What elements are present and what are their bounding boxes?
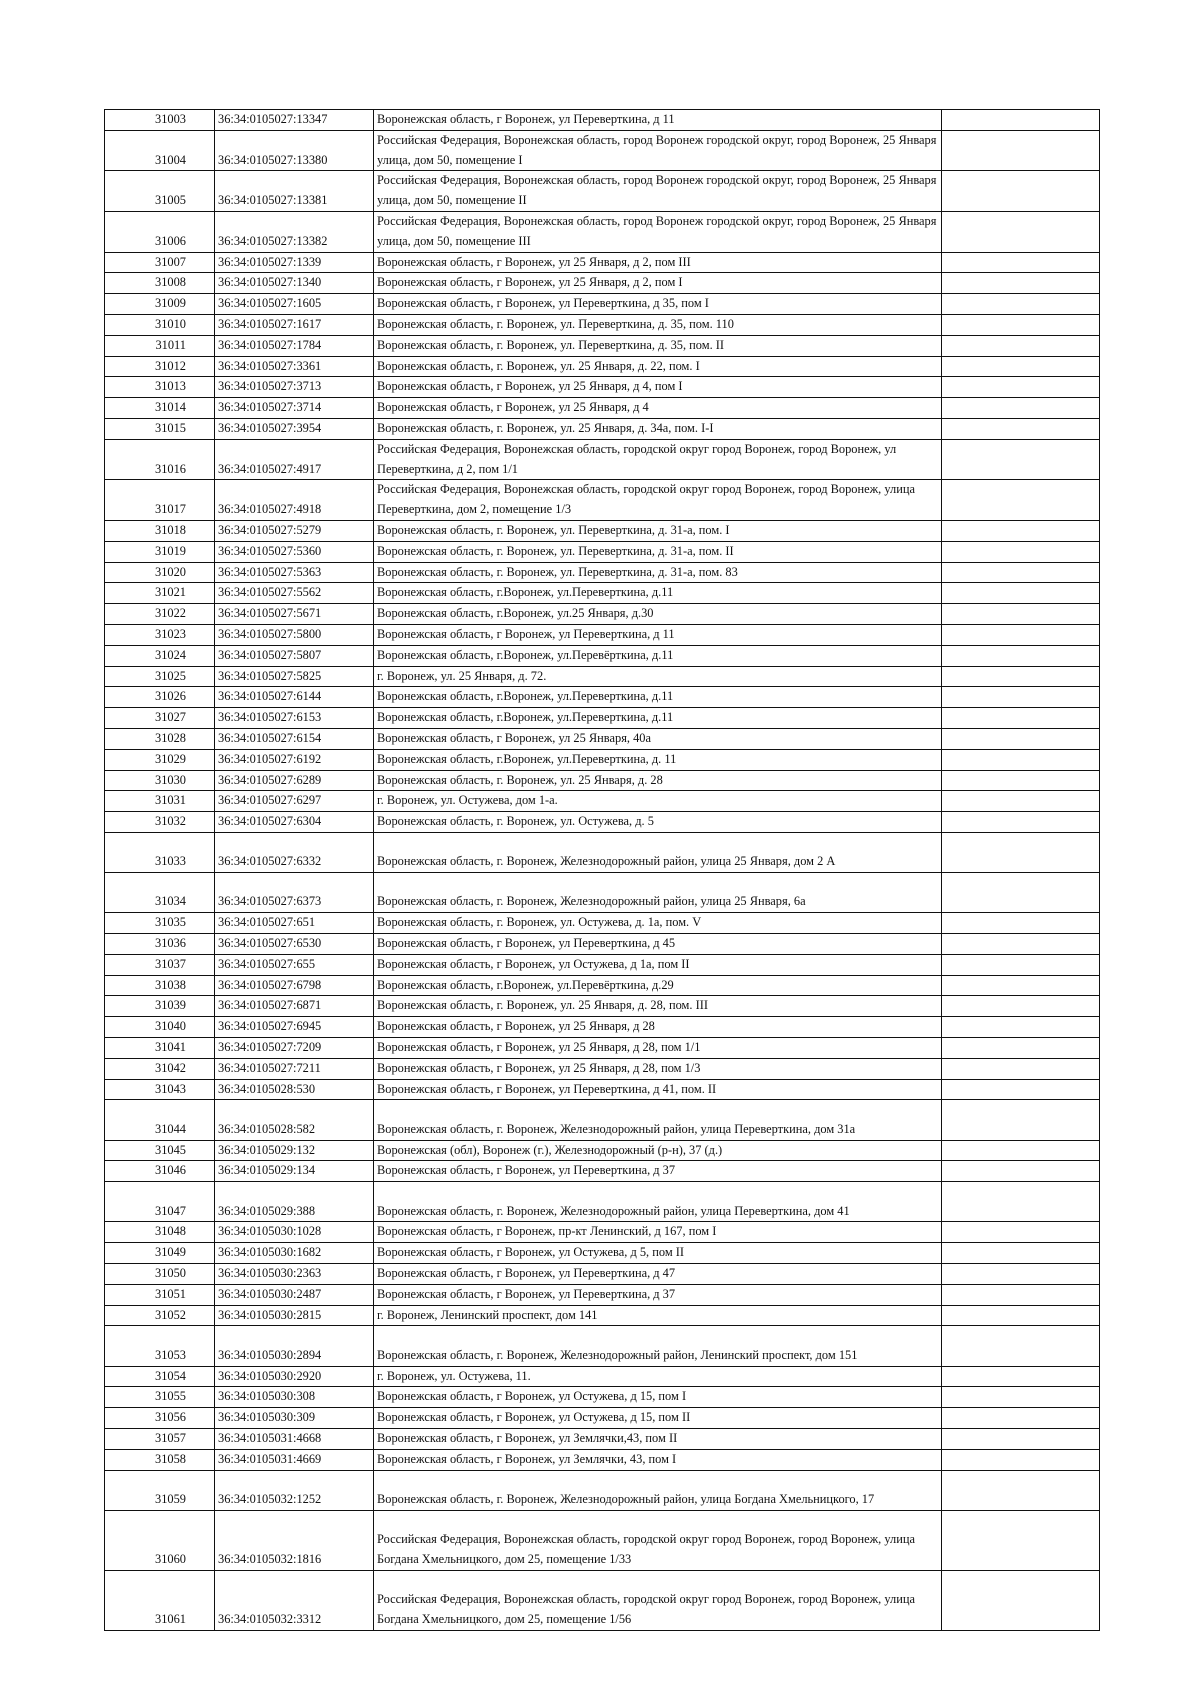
empty-cell <box>942 252 1100 273</box>
cadastral-number: 36:34:0105027:5363 <box>215 562 374 583</box>
table-row <box>105 954 1100 975</box>
table-row <box>105 1470 1100 1510</box>
empty-cell <box>942 624 1100 645</box>
address-cell: Воронежская область, г. Воронеж, ул. Переверткина, д. 35, пом. II <box>374 335 942 356</box>
cadastral-number: 36:34:0105027:6153 <box>215 708 374 729</box>
table-body <box>105 110 1100 1631</box>
cadastral-number: 36:34:0105027:3713 <box>215 377 374 398</box>
empty-cell <box>942 562 1100 583</box>
address-cell: г. Воронеж, Ленинский проспект, дом 141 <box>374 1305 942 1326</box>
address-cell: г. Воронеж, ул. Остужева, 11. <box>374 1366 942 1387</box>
table-row <box>105 1284 1100 1305</box>
cadastral-number: 36:34:0105027:5279 <box>215 520 374 541</box>
table-row <box>105 975 1100 996</box>
cadastral-number: 36:34:0105032:1816 <box>215 1510 374 1570</box>
address-cell: Воронежская область, г Воронеж, ул Переверткина, д 37 <box>374 1161 942 1182</box>
row-number: 31057 <box>105 1428 215 1449</box>
table-row <box>105 791 1100 812</box>
table-row <box>105 583 1100 604</box>
address-cell: Воронежская область, г. Воронеж, ул. Переверткина, д. 31-а, пом. 83 <box>374 562 942 583</box>
empty-cell <box>942 1100 1100 1140</box>
row-number: 31053 <box>105 1326 215 1366</box>
address-cell: Воронежская область, г Воронеж, ул Переверткина, д 47 <box>374 1264 942 1285</box>
table-row <box>105 1366 1100 1387</box>
table-row <box>105 934 1100 955</box>
address-cell: Воронежская область, г. Воронеж, Железнодорожный район, улица 25 Января, дом 2 А <box>374 832 942 872</box>
cadastral-number: 36:34:0105027:655 <box>215 954 374 975</box>
address-cell: Воронежская область, г. Воронеж, ул. Переверткина, д. 31-а, пом. I <box>374 520 942 541</box>
cadastral-number: 36:34:0105030:2920 <box>215 1366 374 1387</box>
empty-cell <box>942 1058 1100 1079</box>
table-row <box>105 1264 1100 1285</box>
table-row <box>105 1326 1100 1366</box>
row-number: 31043 <box>105 1079 215 1100</box>
row-number: 31046 <box>105 1161 215 1182</box>
row-number: 31037 <box>105 954 215 975</box>
row-number: 31049 <box>105 1243 215 1264</box>
cadastral-number: 36:34:0105027:651 <box>215 913 374 934</box>
empty-cell <box>942 913 1100 934</box>
row-number: 31012 <box>105 356 215 377</box>
row-number: 31058 <box>105 1449 215 1470</box>
row-number: 31006 <box>105 211 215 252</box>
empty-cell <box>942 294 1100 315</box>
empty-cell <box>942 1243 1100 1264</box>
address-cell: Воронежская область, г Воронеж, ул Переверткина, д 45 <box>374 934 942 955</box>
address-cell: Воронежская область, г Воронеж, ул Переверткина, д 11 <box>374 624 942 645</box>
row-number: 31018 <box>105 520 215 541</box>
address-cell: Воронежская область, г Воронеж, ул Остужева, д 15, пом I <box>374 1387 942 1408</box>
table-row <box>105 377 1100 398</box>
empty-cell <box>942 975 1100 996</box>
row-number: 31010 <box>105 314 215 335</box>
address-cell: Воронежская область, г. Воронеж, ул. Переверткина, д. 31-а, пом. II <box>374 541 942 562</box>
address-cell: Воронежская область, г Воронеж, ул 25 Января, д 2, пом I <box>374 273 942 294</box>
cadastral-number: 36:34:0105027:1339 <box>215 252 374 273</box>
address-cell: Воронежская область, г.Воронеж, ул.25 Января, д.30 <box>374 604 942 625</box>
table-row <box>105 832 1100 872</box>
cadastral-number: 36:34:0105027:5825 <box>215 666 374 687</box>
cadastral-number: 36:34:0105030:2815 <box>215 1305 374 1326</box>
table-row <box>105 520 1100 541</box>
address-cell: Воронежская область, г.Воронеж, ул.Перевёрткина, д.29 <box>374 975 942 996</box>
empty-cell <box>942 812 1100 833</box>
address-cell: Российская Федерация, Воронежская область, город Воронеж городской округ, город Воронеж, 25 Января улица, дом 50, помещение II <box>374 171 942 212</box>
cadastral-number: 36:34:0105027:6530 <box>215 934 374 955</box>
cadastral-number: 36:34:0105027:6289 <box>215 770 374 791</box>
empty-cell <box>942 1161 1100 1182</box>
cadastral-number: 36:34:0105027:6154 <box>215 728 374 749</box>
table-row <box>105 873 1100 913</box>
table-row <box>105 110 1100 131</box>
cadastral-number: 36:34:0105027:6332 <box>215 832 374 872</box>
address-cell: Воронежская область, г. Воронеж, ул. 25 Января, д. 22, пом. I <box>374 356 942 377</box>
row-number: 31030 <box>105 770 215 791</box>
table-row <box>105 1510 1100 1570</box>
address-cell: Воронежская область, г Воронеж, ул Остужева, д 15, пом II <box>374 1408 942 1429</box>
cadastral-number: 36:34:0105027:3714 <box>215 398 374 419</box>
empty-cell <box>942 418 1100 439</box>
address-cell: Воронежская область, г Воронеж, ул Переверткина, д 11 <box>374 110 942 131</box>
empty-cell <box>942 645 1100 666</box>
address-cell: Воронежская область, г Воронеж, ул Землячки, 43, пом I <box>374 1449 942 1470</box>
cadastral-number: 36:34:0105027:3954 <box>215 418 374 439</box>
address-cell: Воронежская область, г. Воронеж, Железнодорожный район, улица Переверткина, дом 31а <box>374 1100 942 1140</box>
address-cell: Воронежская область, г.Воронеж, ул.Переверткина, д.11 <box>374 583 942 604</box>
empty-cell <box>942 520 1100 541</box>
row-number: 31047 <box>105 1182 215 1222</box>
row-number: 31035 <box>105 913 215 934</box>
cadastral-number: 36:34:0105027:5562 <box>215 583 374 604</box>
row-number: 31020 <box>105 562 215 583</box>
address-cell: Воронежская область, г. Воронеж, ул. Переверткина, д. 35, пом. 110 <box>374 314 942 335</box>
row-number: 31019 <box>105 541 215 562</box>
empty-cell <box>942 1428 1100 1449</box>
row-number: 31013 <box>105 377 215 398</box>
address-cell: Воронежская область, г. Воронеж, ул. Остужева, д. 1а, пом. V <box>374 913 942 934</box>
table-row <box>105 314 1100 335</box>
address-cell: Воронежская область, г Воронеж, ул 25 Января, д 2, пом III <box>374 252 942 273</box>
row-number: 31055 <box>105 1387 215 1408</box>
address-cell: Воронежская область, г Воронеж, ул 25 Января, д 28 <box>374 1017 942 1038</box>
cadastral-number: 36:34:0105027:1340 <box>215 273 374 294</box>
table-row <box>105 1305 1100 1326</box>
cadastral-number: 36:34:0105030:308 <box>215 1387 374 1408</box>
row-number: 31036 <box>105 934 215 955</box>
row-number: 31007 <box>105 252 215 273</box>
empty-cell <box>942 687 1100 708</box>
cadastral-number: 36:34:0105027:5360 <box>215 541 374 562</box>
row-number: 31024 <box>105 645 215 666</box>
table-row <box>105 294 1100 315</box>
cadastral-number: 36:34:0105027:6373 <box>215 873 374 913</box>
table-row <box>105 335 1100 356</box>
empty-cell <box>942 1017 1100 1038</box>
cadastral-number: 36:34:0105030:309 <box>215 1408 374 1429</box>
empty-cell <box>942 583 1100 604</box>
empty-cell <box>942 273 1100 294</box>
row-number: 31009 <box>105 294 215 315</box>
address-cell: г. Воронеж, ул. 25 Января, д. 72. <box>374 666 942 687</box>
cadastral-table <box>104 109 1100 1631</box>
table-row <box>105 1038 1100 1059</box>
cadastral-number: 36:34:0105027:7209 <box>215 1038 374 1059</box>
table-row <box>105 1161 1100 1182</box>
cadastral-number: 36:34:0105027:6871 <box>215 996 374 1017</box>
row-number: 31008 <box>105 273 215 294</box>
cadastral-number: 36:34:0105028:582 <box>215 1100 374 1140</box>
empty-cell <box>942 1387 1100 1408</box>
cadastral-number: 36:34:0105027:6192 <box>215 749 374 770</box>
address-cell: Воронежская область, г.Воронеж, ул.Переверткина, д.11 <box>374 687 942 708</box>
empty-cell <box>942 1182 1100 1222</box>
table-row <box>105 645 1100 666</box>
table-row <box>105 604 1100 625</box>
address-cell: Воронежская область, г.Воронеж, ул.Переверткина, д.11 <box>374 708 942 729</box>
cadastral-number: 36:34:0105029:132 <box>215 1140 374 1161</box>
row-number: 31027 <box>105 708 215 729</box>
table-row <box>105 624 1100 645</box>
row-number: 31051 <box>105 1284 215 1305</box>
cadastral-number: 36:34:0105027:13347 <box>215 110 374 131</box>
table-row <box>105 1058 1100 1079</box>
table-row <box>105 1100 1100 1140</box>
table-row <box>105 666 1100 687</box>
empty-cell <box>942 1570 1100 1630</box>
empty-cell <box>942 1408 1100 1429</box>
table-row <box>105 913 1100 934</box>
table-row <box>105 1387 1100 1408</box>
cadastral-number: 36:34:0105027:13382 <box>215 211 374 252</box>
empty-cell <box>942 749 1100 770</box>
address-cell: Воронежская область, г Воронеж, ул 25 Января, д 4, пом I <box>374 377 942 398</box>
empty-cell <box>942 314 1100 335</box>
row-number: 31031 <box>105 791 215 812</box>
cadastral-number: 36:34:0105029:134 <box>215 1161 374 1182</box>
empty-cell <box>942 1264 1100 1285</box>
table-row <box>105 273 1100 294</box>
row-number: 31054 <box>105 1366 215 1387</box>
empty-cell <box>942 1079 1100 1100</box>
row-number: 31029 <box>105 749 215 770</box>
address-cell: Российская Федерация, Воронежская область, городской округ город Воронеж, город Воронеж, улица Богдана Хмельницкого, дом 25, помещение 1/56 <box>374 1570 942 1630</box>
address-cell: Воронежская область, г Воронеж, пр-кт Ленинский, д 167, пом I <box>374 1222 942 1243</box>
address-cell: Воронежская область, г.Воронеж, ул.Перевёрткина, д.11 <box>374 645 942 666</box>
table-row <box>105 1140 1100 1161</box>
empty-cell <box>942 439 1100 480</box>
empty-cell <box>942 1305 1100 1326</box>
table-row <box>105 770 1100 791</box>
empty-cell <box>942 356 1100 377</box>
empty-cell <box>942 1222 1100 1243</box>
table-row <box>105 171 1100 212</box>
cadastral-number: 36:34:0105027:3361 <box>215 356 374 377</box>
cadastral-number: 36:34:0105027:6304 <box>215 812 374 833</box>
row-number: 31040 <box>105 1017 215 1038</box>
cadastral-number: 36:34:0105027:5807 <box>215 645 374 666</box>
address-cell: Воронежская область, г Воронеж, ул 25 Января, 40а <box>374 728 942 749</box>
row-number: 31056 <box>105 1408 215 1429</box>
row-number: 31032 <box>105 812 215 833</box>
table-row <box>105 1017 1100 1038</box>
cadastral-number: 36:34:0105030:2894 <box>215 1326 374 1366</box>
row-number: 31014 <box>105 398 215 419</box>
empty-cell <box>942 1038 1100 1059</box>
empty-cell <box>942 110 1100 131</box>
address-cell: Воронежская (обл), Воронеж (г.), Железнодорожный (р-н), 37 (д.) <box>374 1140 942 1161</box>
cadastral-number: 36:34:0105030:2487 <box>215 1284 374 1305</box>
row-number: 31044 <box>105 1100 215 1140</box>
row-number: 31026 <box>105 687 215 708</box>
empty-cell <box>942 996 1100 1017</box>
empty-cell <box>942 1449 1100 1470</box>
row-number: 31016 <box>105 439 215 480</box>
table-row <box>105 418 1100 439</box>
address-cell: Воронежская область, г. Воронеж, Железнодорожный район, Ленинский проспект, дом 151 <box>374 1326 942 1366</box>
row-number: 31045 <box>105 1140 215 1161</box>
table-row <box>105 439 1100 480</box>
empty-cell <box>942 1284 1100 1305</box>
table-row <box>105 687 1100 708</box>
empty-cell <box>942 708 1100 729</box>
address-cell: Воронежская область, г Воронеж, ул Переверткина, д 37 <box>374 1284 942 1305</box>
cadastral-number: 36:34:0105032:1252 <box>215 1470 374 1510</box>
row-number: 31003 <box>105 110 215 131</box>
cadastral-number: 36:34:0105031:4668 <box>215 1428 374 1449</box>
table-row <box>105 1428 1100 1449</box>
row-number: 31041 <box>105 1038 215 1059</box>
table-row <box>105 252 1100 273</box>
cadastral-number: 36:34:0105028:530 <box>215 1079 374 1100</box>
address-cell: Воронежская область, г Воронеж, ул Землячки,43, пом II <box>374 1428 942 1449</box>
row-number: 31061 <box>105 1570 215 1630</box>
empty-cell <box>942 873 1100 913</box>
empty-cell <box>942 1326 1100 1366</box>
table-row <box>105 728 1100 749</box>
cadastral-number: 36:34:0105027:1784 <box>215 335 374 356</box>
row-number: 31059 <box>105 1470 215 1510</box>
address-cell: г. Воронеж, ул. Остужева, дом 1-а. <box>374 791 942 812</box>
address-cell: Российская Федерация, Воронежская область, городской округ город Воронеж, город Воронеж, ул Переверткина, д 2, пом 1/1 <box>374 439 942 480</box>
empty-cell <box>942 728 1100 749</box>
cadastral-number: 36:34:0105027:6945 <box>215 1017 374 1038</box>
empty-cell <box>942 211 1100 252</box>
cadastral-number: 36:34:0105027:13381 <box>215 171 374 212</box>
empty-cell <box>942 791 1100 812</box>
cadastral-number: 36:34:0105027:7211 <box>215 1058 374 1079</box>
empty-cell <box>942 541 1100 562</box>
empty-cell <box>942 1470 1100 1510</box>
cadastral-number: 36:34:0105027:5671 <box>215 604 374 625</box>
row-number: 31033 <box>105 832 215 872</box>
address-cell: Воронежская область, г Воронеж, ул Остужева, д 5, пом II <box>374 1243 942 1264</box>
cadastral-number: 36:34:0105030:1682 <box>215 1243 374 1264</box>
row-number: 31028 <box>105 728 215 749</box>
row-number: 31004 <box>105 130 215 171</box>
row-number: 31050 <box>105 1264 215 1285</box>
address-cell: Воронежская область, г. Воронеж, Железнодорожный район, улица 25 Января, 6а <box>374 873 942 913</box>
cadastral-number: 36:34:0105027:13380 <box>215 130 374 171</box>
cadastral-number: 36:34:0105030:2363 <box>215 1264 374 1285</box>
empty-cell <box>942 1140 1100 1161</box>
cadastral-number: 36:34:0105027:1617 <box>215 314 374 335</box>
address-cell: Воронежская область, г. Воронеж, ул. 25 Января, д. 28, пом. III <box>374 996 942 1017</box>
row-number: 31060 <box>105 1510 215 1570</box>
table-row <box>105 749 1100 770</box>
table-row <box>105 812 1100 833</box>
row-number: 31022 <box>105 604 215 625</box>
cadastral-number: 36:34:0105027:4917 <box>215 439 374 480</box>
cadastral-number: 36:34:0105027:6798 <box>215 975 374 996</box>
empty-cell <box>942 832 1100 872</box>
address-cell: Воронежская область, г.Воронеж, ул.Переверткина, д. 11 <box>374 749 942 770</box>
table-row <box>105 211 1100 252</box>
address-cell: Воронежская область, г. Воронеж, ул. Остужева, д. 5 <box>374 812 942 833</box>
table-row <box>105 541 1100 562</box>
cadastral-number: 36:34:0105027:4918 <box>215 480 374 521</box>
empty-cell <box>942 377 1100 398</box>
cadastral-number: 36:34:0105032:3312 <box>215 1570 374 1630</box>
cadastral-number: 36:34:0105027:6297 <box>215 791 374 812</box>
empty-cell <box>942 480 1100 521</box>
address-cell: Российская Федерация, Воронежская область, город Воронеж городской округ, город Воронеж, 25 Января улица, дом 50, помещение I <box>374 130 942 171</box>
empty-cell <box>942 666 1100 687</box>
row-number: 31039 <box>105 996 215 1017</box>
table-row <box>105 996 1100 1017</box>
empty-cell <box>942 770 1100 791</box>
empty-cell <box>942 1510 1100 1570</box>
row-number: 31034 <box>105 873 215 913</box>
address-cell: Воронежская область, г Воронеж, ул 25 Января, д 28, пом 1/1 <box>374 1038 942 1059</box>
row-number: 31023 <box>105 624 215 645</box>
table-row <box>105 1222 1100 1243</box>
address-cell: Воронежская область, г. Воронеж, Железнодорожный район, улица Переверткина, дом 41 <box>374 1182 942 1222</box>
address-cell: Воронежская область, г Воронеж, ул Переверткина, д 41, пом. II <box>374 1079 942 1100</box>
address-cell: Воронежская область, г Воронеж, ул 25 Января, д 28, пом 1/3 <box>374 1058 942 1079</box>
table-row <box>105 1449 1100 1470</box>
row-number: 31011 <box>105 335 215 356</box>
table-row <box>105 1570 1100 1630</box>
address-cell: Воронежская область, г Воронеж, ул 25 Января, д 4 <box>374 398 942 419</box>
cadastral-number: 36:34:0105027:6144 <box>215 687 374 708</box>
empty-cell <box>942 1366 1100 1387</box>
row-number: 31025 <box>105 666 215 687</box>
address-cell: Воронежская область, г. Воронеж, ул. 25 Января, д. 34а, пом. I-I <box>374 418 942 439</box>
table-row <box>105 708 1100 729</box>
address-cell: Российская Федерация, Воронежская область, город Воронеж городской округ, город Воронеж, 25 Января улица, дом 50, помещение III <box>374 211 942 252</box>
table-row <box>105 398 1100 419</box>
cadastral-number: 36:34:0105029:388 <box>215 1182 374 1222</box>
table-row <box>105 130 1100 171</box>
empty-cell <box>942 335 1100 356</box>
row-number: 31042 <box>105 1058 215 1079</box>
empty-cell <box>942 398 1100 419</box>
table-row <box>105 1243 1100 1264</box>
address-cell: Воронежская область, г Воронеж, ул Переверткина, д 35, пом I <box>374 294 942 315</box>
empty-cell <box>942 934 1100 955</box>
row-number: 31005 <box>105 171 215 212</box>
empty-cell <box>942 130 1100 171</box>
cadastral-number: 36:34:0105031:4669 <box>215 1449 374 1470</box>
cadastral-number: 36:34:0105030:1028 <box>215 1222 374 1243</box>
table-row <box>105 562 1100 583</box>
row-number: 31017 <box>105 480 215 521</box>
address-cell: Воронежская область, г. Воронеж, ул. 25 Января, д. 28 <box>374 770 942 791</box>
empty-cell <box>942 171 1100 212</box>
cadastral-number: 36:34:0105027:5800 <box>215 624 374 645</box>
empty-cell <box>942 604 1100 625</box>
address-cell: Воронежская область, г Воронеж, ул Остужева, д 1а, пом II <box>374 954 942 975</box>
row-number: 31048 <box>105 1222 215 1243</box>
table-row <box>105 1079 1100 1100</box>
empty-cell <box>942 954 1100 975</box>
address-cell: Российская Федерация, Воронежская область, городской округ город Воронеж, город Воронеж, улица Богдана Хмельницкого, дом 25, помещение 1/33 <box>374 1510 942 1570</box>
address-cell: Российская Федерация, Воронежская область, городской округ город Воронеж, город Воронеж, улица Переверткина, дом 2, помещение 1/3 <box>374 480 942 521</box>
cadastral-number: 36:34:0105027:1605 <box>215 294 374 315</box>
row-number: 31038 <box>105 975 215 996</box>
table-row <box>105 356 1100 377</box>
row-number: 31021 <box>105 583 215 604</box>
row-number: 31015 <box>105 418 215 439</box>
table-row <box>105 480 1100 521</box>
row-number: 31052 <box>105 1305 215 1326</box>
address-cell: Воронежская область, г. Воронеж, Железнодорожный район, улица Богдана Хмельницкого, 17 <box>374 1470 942 1510</box>
table-row <box>105 1408 1100 1429</box>
table-row <box>105 1182 1100 1222</box>
